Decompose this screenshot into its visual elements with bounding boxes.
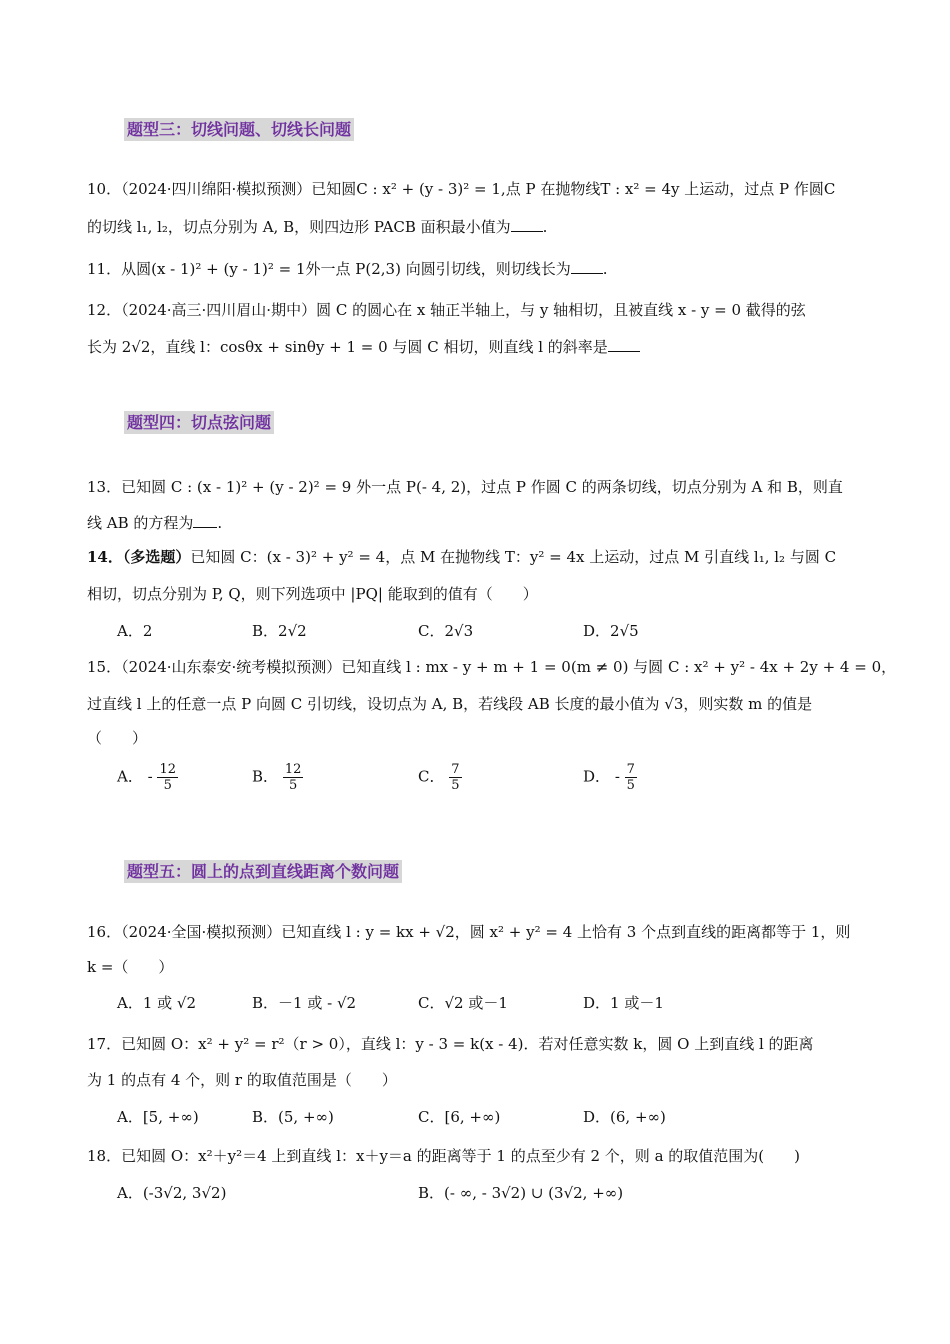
q16-line1: 16．（2024·全国·模拟预测）已知直线 l : y = kx + √2，圆 x² + y² = 4 上恰有 3 个点到直线的距离都等于 1，则 — [87, 923, 851, 941]
numerator: 7 — [451, 762, 460, 777]
q14-line2: 相切，切点分别为 P, Q，则下列选项中 |PQ| 能取到的值有（ ） — [87, 585, 538, 603]
q13-end: . — [217, 514, 223, 532]
q18-option-b[interactable]: B．(- ∞, - 3√2) ∪ (3√2, +∞) — [418, 1184, 624, 1202]
answer-blank — [193, 513, 217, 528]
fraction — [283, 762, 304, 793]
section-header-4: 题型四：切点弦问题 — [124, 411, 274, 434]
answer-blank — [571, 259, 603, 274]
q16-option-a[interactable]: A．1 或 √2 — [117, 994, 197, 1012]
q15-option-a[interactable] — [117, 762, 178, 793]
denominator: 5 — [626, 778, 635, 793]
section-header-5: 题型五：圆上的点到直线距离个数问题 — [124, 860, 402, 883]
q10-end: . — [542, 218, 548, 236]
option-label: A． — [117, 767, 143, 786]
q10-text: 的切线 l₁, l₂，切点分别为 A, B，则四边形 PACB 面积最小值为 — [87, 218, 511, 236]
q15-option-c[interactable] — [418, 762, 462, 793]
denominator: 5 — [163, 778, 172, 793]
q15-option-d[interactable] — [583, 762, 637, 793]
q14-option-d[interactable]: D．2√5 — [583, 622, 639, 640]
q18-option-a[interactable]: A．(-3√2, 3√2) — [117, 1184, 227, 1202]
q16-option-d[interactable]: D．1 或－1 — [583, 994, 664, 1012]
minus-sign: - — [147, 767, 153, 786]
q13-line1: 13．已知圆 C : (x - 1)² + (y - 2)² = 9 外一点 P(- 4, 2)，过点 P 作圆 C 的两条切线，切点分别为 A 和 B，则直 — [87, 478, 843, 496]
numerator: 7 — [626, 762, 635, 777]
q11-text: 11．从圆(x - 1)² + (y - 1)² = 1外一点 P(2,3) 向圆引切线，则切线长为 — [87, 260, 571, 278]
q14-option-c[interactable]: C．2√3 — [418, 622, 474, 640]
q16-option-b[interactable]: B．－1 或 - √2 — [252, 994, 357, 1012]
q17-line1: 17．已知圆 O：x² + y² = r²（r > 0），直线 l：y - 3 = k(x - 4)．若对任意实数 k，圆 O 上到直线 l 的距离 — [87, 1035, 814, 1053]
q10-line1: 10．（2024·四川绵阳·模拟预测）已知圆C : x² + (y - 3)² = 1,点 P 在抛物线T : x² = 4y 上运动，过点 P 作圆C — [87, 180, 836, 198]
q11-end: . — [602, 260, 608, 278]
q13-text: 线 AB 的方程为 — [87, 514, 194, 532]
q14-option-b[interactable]: B．2√2 — [252, 622, 307, 640]
denominator: 5 — [451, 778, 460, 793]
option-label: C． — [418, 767, 445, 786]
q17-option-d[interactable]: D．(6, +∞) — [583, 1108, 666, 1126]
numerator: 12 — [284, 762, 302, 777]
numerator: 12 — [159, 762, 177, 777]
option-label: B． — [252, 767, 279, 786]
q17-option-c[interactable]: C．[6, +∞) — [418, 1108, 501, 1126]
minus-sign: - — [614, 767, 620, 786]
q12-line1: 12．（2024·高三·四川眉山·期中）圆 C 的圆心在 x 轴正半轴上，与 y 轴相切，且被直线 x - y = 0 截得的弦 — [87, 301, 806, 319]
q18-line1: 18．已知圆 O：x²＋y²＝4 上到直线 l：x＋y＝a 的距离等于 1 的点至少有 2 个，则 a 的取值范围为( ) — [87, 1147, 800, 1165]
fraction — [625, 762, 637, 793]
q11-line — [87, 258, 607, 280]
q16-line2: k =（ ） — [87, 958, 174, 976]
q14-number: 14． — [87, 548, 123, 566]
denominator: 5 — [288, 778, 298, 793]
q14-tag: （多选题） — [122, 548, 191, 566]
q10-line2 — [87, 216, 547, 238]
fraction — [157, 762, 178, 793]
q15-line3: （ ） — [87, 729, 148, 747]
q15-option-b[interactable] — [252, 762, 303, 793]
q17-line2: 为 1 的点有 4 个，则 r 的取值范围是（ ） — [87, 1071, 397, 1089]
q14-line1 — [87, 546, 836, 568]
q14-text: 已知圆 C：(x - 3)² + y² = 4，点 M 在抛物线 T：y² = 4x 上运动，过点 M 引直线 l₁, l₂ 与圆 C — [190, 548, 837, 566]
q14-option-a[interactable]: A．2 — [117, 622, 153, 640]
q13-line2 — [87, 512, 222, 534]
q17-option-a[interactable]: A．[5, +∞) — [117, 1108, 199, 1126]
q15-line2: 过直线 l 上的任意一点 P 向圆 C 引切线，设切点为 A, B，若线段 AB 长度的最小值为 √3，则实数 m 的值是 — [87, 695, 813, 713]
answer-blank — [608, 337, 640, 352]
q15-line1: 15．（2024·山东泰安·统考模拟预测）已知直线 l : mx - y + m + 1 = 0(m ≠ 0) 与圆 C : x² + y² - 4x + 2y + 4 = 0， — [87, 658, 897, 676]
q17-option-b[interactable]: B．(5, +∞) — [252, 1108, 334, 1126]
q12-text: 长为 2√2，直线 l：cosθx + sinθy + 1 = 0 与圆 C 相切，则直线 l 的斜率是 — [87, 338, 608, 356]
q16-option-c[interactable]: C．√2 或－1 — [418, 994, 508, 1012]
answer-blank — [511, 217, 543, 232]
option-label: D． — [583, 767, 611, 786]
q12-line2 — [87, 336, 640, 358]
section-header-3: 题型三：切线问题、切线长问题 — [124, 118, 354, 141]
fraction — [449, 762, 461, 793]
